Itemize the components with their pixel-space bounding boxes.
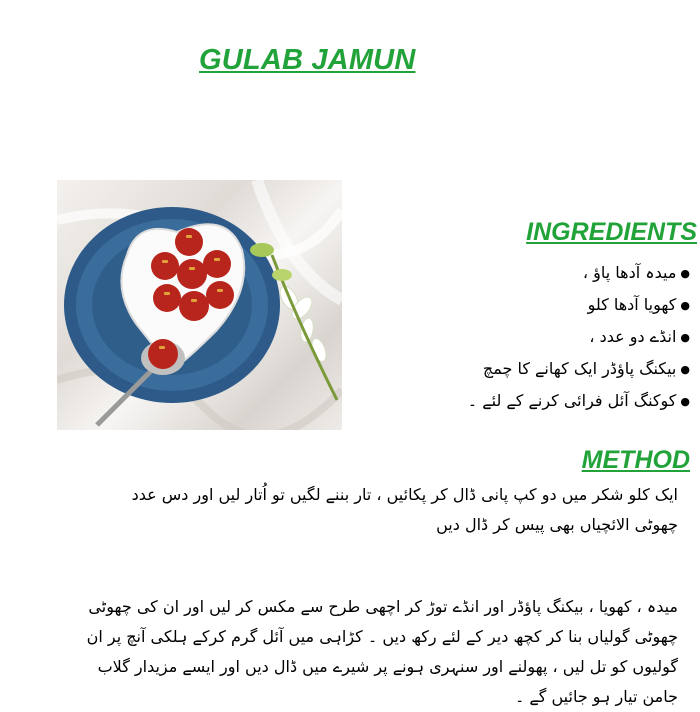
method-line: جامن تیار ہو جائیں گے ۔ bbox=[514, 687, 678, 706]
method-heading: METHOD bbox=[581, 446, 690, 474]
method-line: گولیوں کو تل لیں ، پھولنے اور سنہری ہونے پر شیرے میں ڈال دیں اور ایسے مزیدار گلاب bbox=[97, 657, 678, 676]
method-line: چھوٹی الائچیاں بھی پیس کر ڈال دیں bbox=[436, 515, 678, 534]
method-paragraph-1 bbox=[132, 480, 678, 540]
gulab-jamun-photo bbox=[57, 180, 342, 430]
gulab-jamun-dish-icon bbox=[57, 180, 342, 430]
list-item: ●میدہ آدھا پاؤ ، bbox=[582, 263, 690, 282]
method-line: ایک کلو شکر میں دو کپ پانی ڈال کر پکائیں ، تار بننے لگیں تو اُتار لیں اور دس عدد bbox=[131, 485, 678, 504]
list-item: ●کھویا آدھا کلو bbox=[587, 295, 690, 314]
method-line: میدہ ، کھویا ، بیکنگ پاؤڈر اور انڈے توڑ کر اچھی طرح سے مکس کر لیں اور ان کی چھوٹی bbox=[88, 597, 678, 616]
list-item: ●انڈے دو عدد ، bbox=[589, 327, 690, 346]
method-paragraph-2 bbox=[87, 592, 678, 712]
page-title: GULAB JAMUN bbox=[199, 44, 416, 76]
ingredients-list bbox=[468, 257, 690, 417]
method-line: چھوٹی گولیاں بنا کر کچھ دیر کے لئے رکھ دیں ۔ کڑاہی میں آئل گرم کرکے ہلکی آنچ پر ان bbox=[86, 627, 678, 646]
bullet-icon: ● bbox=[680, 330, 690, 344]
list-item: ●کوکنگ آئل فرائی کرنے کے لئے ۔ bbox=[467, 391, 690, 410]
list-item: ●بیکنگ پاؤڈر ایک کھانے کا چمچ bbox=[482, 359, 690, 378]
bullet-icon: ● bbox=[680, 266, 690, 280]
bullet-icon: ● bbox=[680, 394, 690, 408]
bullet-icon: ● bbox=[680, 362, 690, 376]
bullet-icon: ● bbox=[680, 298, 690, 312]
ingredients-heading: INGREDIENTS bbox=[526, 218, 697, 246]
